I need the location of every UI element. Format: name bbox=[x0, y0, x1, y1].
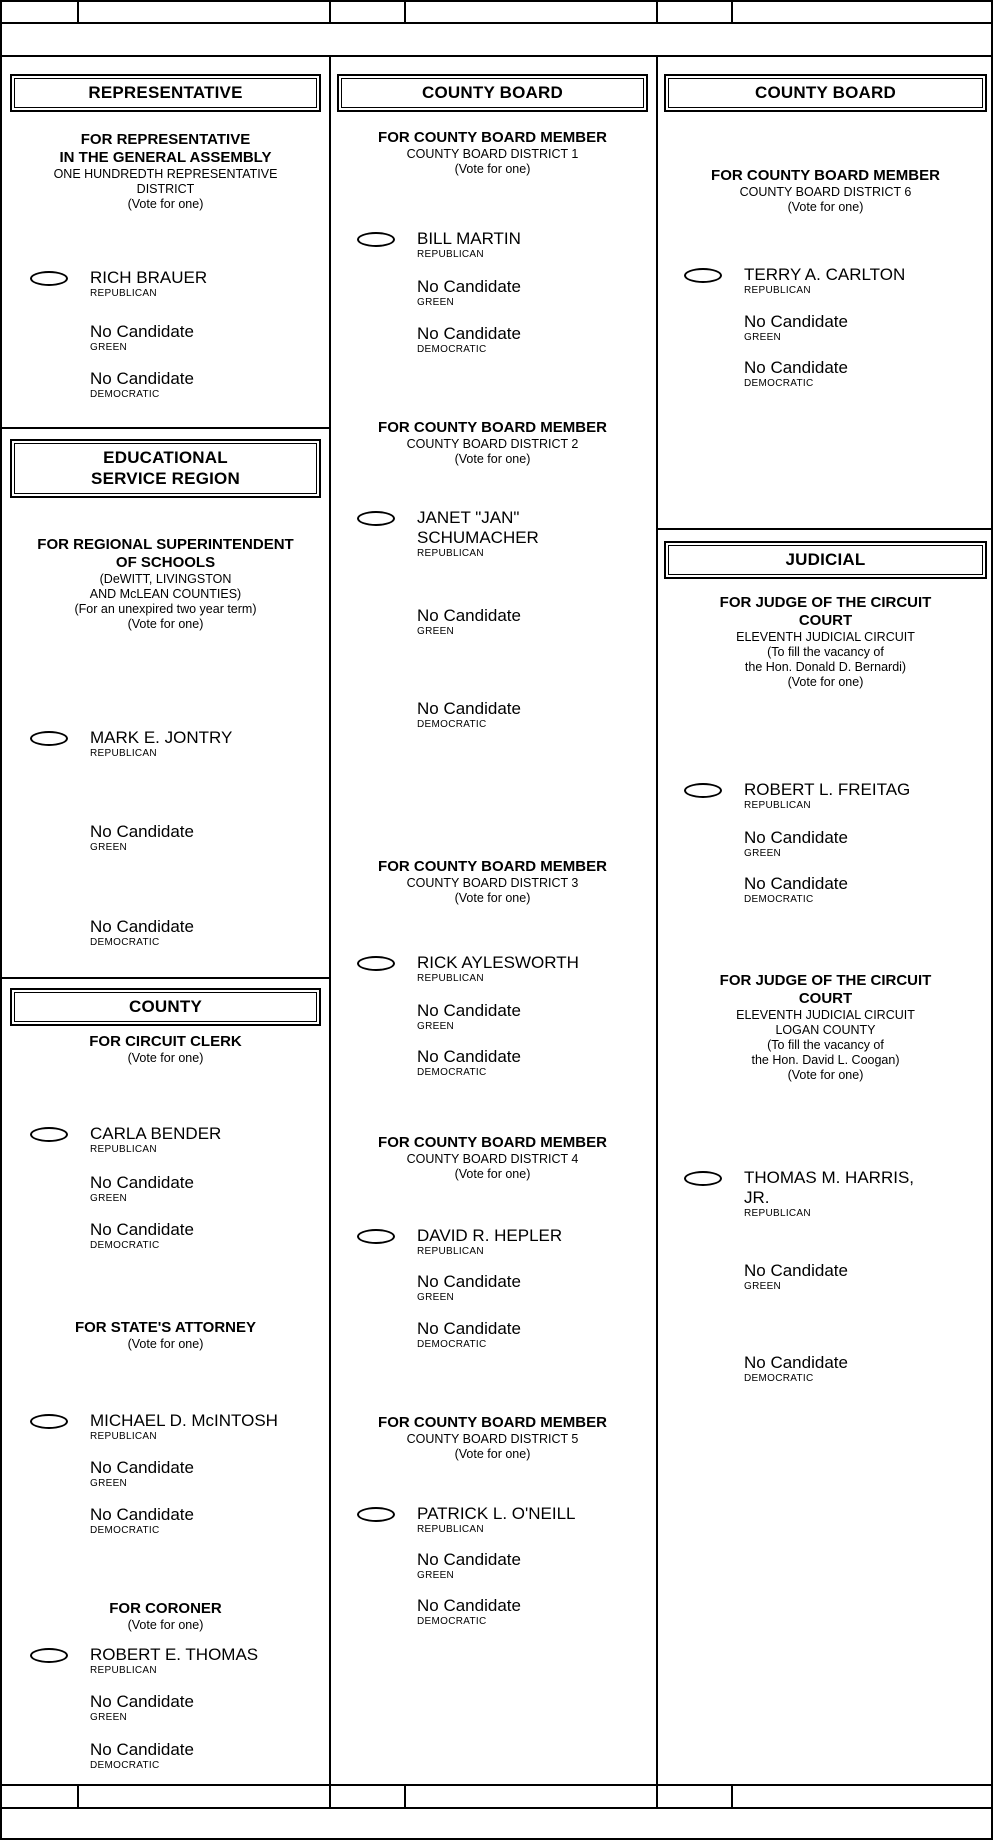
candidate-name: THOMAS M. HARRIS, bbox=[744, 1168, 915, 1187]
candidate-party: REPUBLICAN bbox=[417, 973, 484, 984]
section-header-box bbox=[668, 78, 983, 108]
candidate-name: No Candidate bbox=[744, 828, 848, 847]
contest-title: OF SCHOOLS bbox=[115, 554, 216, 571]
timing-tick bbox=[329, 1786, 331, 1807]
candidate-party: REPUBLICAN bbox=[90, 748, 157, 759]
candidate-row bbox=[660, 828, 991, 860]
candidate-party: GREEN bbox=[417, 626, 455, 637]
candidate-row bbox=[6, 917, 325, 949]
candidate-row bbox=[6, 369, 325, 401]
contest-subtitle: (DeWITT, LIVINGSTON bbox=[99, 572, 232, 586]
candidate-party: DEMOCRATIC bbox=[417, 344, 487, 355]
vote-instruction: (Vote for one) bbox=[127, 1618, 204, 1632]
candidate-row bbox=[6, 1411, 325, 1443]
section-divider-line bbox=[2, 427, 329, 429]
vote-oval[interactable] bbox=[684, 268, 722, 283]
section-header bbox=[10, 74, 321, 112]
contest-title: FOR COUNTY BOARD MEMBER bbox=[378, 129, 607, 146]
candidate-name: No Candidate bbox=[90, 322, 194, 341]
vote-instruction: (Vote for one) bbox=[787, 200, 864, 214]
candidate-row bbox=[6, 822, 325, 854]
candidate-name: No Candidate bbox=[90, 1173, 194, 1192]
section-divider-line bbox=[2, 977, 329, 979]
section-header-title: COUNTY BOARD bbox=[422, 83, 563, 102]
section-header bbox=[664, 74, 987, 112]
section-header-title: REPRESENTATIVE bbox=[88, 83, 243, 102]
candidate-row bbox=[6, 1740, 325, 1772]
candidate-row bbox=[660, 1168, 991, 1220]
candidate-row bbox=[333, 1504, 652, 1536]
vote-instruction: (Vote for one) bbox=[454, 452, 531, 466]
contest-subtitle: ELEVENTH JUDICIAL CIRCUIT bbox=[736, 1008, 915, 1022]
contest-title: FOR COUNTY BOARD MEMBER bbox=[378, 419, 607, 436]
candidate-row bbox=[333, 1272, 652, 1304]
candidate-name: No Candidate bbox=[417, 1001, 521, 1020]
candidate-row bbox=[333, 1001, 652, 1033]
candidate-row bbox=[6, 1458, 325, 1490]
candidate-row bbox=[333, 953, 652, 985]
contest bbox=[333, 1414, 652, 1628]
candidate-name: No Candidate bbox=[744, 1261, 848, 1280]
candidate-list bbox=[333, 953, 652, 1079]
section-header bbox=[10, 988, 321, 1026]
candidate-name: No Candidate bbox=[417, 324, 521, 343]
candidate-name: No Candidate bbox=[744, 1353, 848, 1372]
contest-subtitle: COUNTY BOARD DISTRICT 1 bbox=[406, 147, 579, 161]
section-header bbox=[664, 541, 987, 579]
contest-title: FOR CIRCUIT CLERK bbox=[89, 1033, 242, 1050]
candidate-name: PATRICK L. O'NEILL bbox=[417, 1504, 576, 1523]
contest-title: COURT bbox=[798, 612, 853, 629]
candidate-list bbox=[660, 1168, 991, 1385]
section-header-box bbox=[14, 78, 317, 108]
section-header-title: JUDICIAL bbox=[785, 550, 866, 569]
candidate-party: REPUBLICAN bbox=[90, 1665, 157, 1676]
timing-tick bbox=[77, 1786, 79, 1807]
candidate-list bbox=[660, 780, 991, 906]
contest bbox=[6, 131, 325, 401]
candidate-row bbox=[333, 1596, 652, 1628]
candidate-name: RICK AYLESWORTH bbox=[417, 953, 579, 972]
candidate-name: No Candidate bbox=[744, 874, 848, 893]
candidate-name: No Candidate bbox=[90, 1220, 194, 1239]
timing-tick bbox=[731, 2, 733, 22]
candidate-name: JANET "JAN" bbox=[417, 508, 520, 527]
candidate-name: MICHAEL D. McINTOSH bbox=[90, 1411, 278, 1430]
vote-instruction: (Vote for one) bbox=[127, 617, 204, 631]
candidate-party: DEMOCRATIC bbox=[90, 937, 160, 948]
candidate-row bbox=[6, 268, 325, 300]
contest-title: FOR REPRESENTATIVE bbox=[80, 131, 251, 148]
candidate-row bbox=[333, 1226, 652, 1258]
candidate-party: REPUBLICAN bbox=[417, 548, 484, 559]
candidate-name: No Candidate bbox=[417, 606, 521, 625]
vote-instruction: (Vote for one) bbox=[454, 1447, 531, 1461]
candidate-party: DEMOCRATIC bbox=[90, 1240, 160, 1251]
vote-oval[interactable] bbox=[357, 232, 395, 247]
candidate-name: ROBERT L. FREITAG bbox=[744, 780, 911, 799]
candidate-party: REPUBLICAN bbox=[744, 1208, 811, 1219]
contest bbox=[660, 594, 991, 906]
candidate-name: No Candidate bbox=[90, 917, 194, 936]
contest-subtitle: LOGAN COUNTY bbox=[775, 1023, 876, 1037]
candidate-party: DEMOCRATIC bbox=[417, 1339, 487, 1350]
candidate-list bbox=[333, 229, 652, 356]
candidate-list bbox=[6, 268, 325, 401]
vote-oval[interactable] bbox=[30, 1648, 68, 1663]
vote-instruction: (Vote for one) bbox=[127, 1337, 204, 1351]
candidate-name: TERRY A. CARLTON bbox=[744, 265, 906, 284]
ballot-column bbox=[329, 57, 656, 1784]
timing-tick bbox=[404, 2, 406, 22]
contest-subtitle: the Hon. David L. Coogan) bbox=[751, 1053, 900, 1067]
candidate-row bbox=[6, 1505, 325, 1537]
timing-band-top bbox=[2, 2, 991, 24]
vote-instruction: (Vote for one) bbox=[787, 675, 864, 689]
candidate-list bbox=[6, 1124, 325, 1252]
timing-tick bbox=[77, 2, 79, 22]
section-header-box bbox=[341, 78, 644, 108]
timing-tick bbox=[404, 1786, 406, 1807]
candidate-party: REPUBLICAN bbox=[744, 800, 811, 811]
contest-subtitle: DISTRICT bbox=[136, 182, 195, 196]
candidate-name: No Candidate bbox=[417, 1047, 521, 1066]
contest-subtitle: COUNTY BOARD DISTRICT 6 bbox=[739, 185, 912, 199]
candidate-list bbox=[6, 728, 325, 949]
contest bbox=[6, 1033, 325, 1252]
candidate-name: ROBERT E. THOMAS bbox=[90, 1645, 259, 1664]
candidate-name: No Candidate bbox=[744, 312, 848, 331]
section-header-title: COUNTY bbox=[129, 997, 202, 1016]
contest-subtitle: AND McLEAN COUNTIES) bbox=[89, 587, 242, 601]
candidate-party: DEMOCRATIC bbox=[744, 378, 814, 389]
vote-instruction: (Vote for one) bbox=[454, 1167, 531, 1181]
candidate-row bbox=[660, 312, 991, 344]
candidate-party: DEMOCRATIC bbox=[417, 719, 487, 730]
candidate-name: DAVID R. HEPLER bbox=[417, 1226, 563, 1245]
candidate-row bbox=[333, 1550, 652, 1582]
section-header-title: EDUCATIONAL bbox=[103, 448, 228, 467]
candidate-row bbox=[6, 1220, 325, 1252]
candidate-party: DEMOCRATIC bbox=[90, 1525, 160, 1536]
vote-oval[interactable] bbox=[30, 1414, 68, 1429]
candidate-party: GREEN bbox=[417, 1570, 455, 1581]
contest-title: FOR COUNTY BOARD MEMBER bbox=[378, 1134, 607, 1151]
candidate-name: CARLA BENDER bbox=[90, 1124, 222, 1143]
contest-title: FOR COUNTY BOARD MEMBER bbox=[711, 167, 940, 184]
vote-oval[interactable] bbox=[684, 783, 722, 798]
candidate-party: DEMOCRATIC bbox=[90, 1760, 160, 1771]
vote-instruction: (Vote for one) bbox=[787, 1068, 864, 1082]
candidate-list bbox=[660, 265, 991, 390]
vote-oval[interactable] bbox=[30, 1127, 68, 1142]
candidate-row bbox=[6, 1124, 325, 1156]
contest-subtitle: COUNTY BOARD DISTRICT 2 bbox=[406, 437, 579, 451]
candidate-row bbox=[333, 1319, 652, 1351]
vote-instruction: (Vote for one) bbox=[454, 891, 531, 905]
candidate-party: GREEN bbox=[744, 1281, 782, 1292]
candidate-row bbox=[6, 728, 325, 760]
vote-instruction: (Vote for one) bbox=[127, 1051, 204, 1065]
timing-band-bottom bbox=[2, 1784, 991, 1809]
candidate-name: RICH BRAUER bbox=[90, 268, 208, 287]
candidate-party: DEMOCRATIC bbox=[90, 389, 160, 400]
contest bbox=[6, 536, 325, 949]
contest-subtitle: COUNTY BOARD DISTRICT 4 bbox=[406, 1152, 579, 1166]
candidate-row bbox=[660, 265, 991, 297]
contest-subtitle: (To fill the vacancy of bbox=[767, 1038, 884, 1052]
candidate-list bbox=[333, 1226, 652, 1351]
candidate-name: No Candidate bbox=[90, 1458, 194, 1477]
header-band bbox=[2, 24, 991, 57]
candidate-row bbox=[660, 780, 991, 812]
candidate-party: GREEN bbox=[90, 1712, 128, 1723]
candidate-row bbox=[333, 1047, 652, 1079]
candidate-row bbox=[660, 1353, 991, 1385]
candidate-name: SCHUMACHER bbox=[417, 528, 539, 547]
candidate-row bbox=[6, 1645, 325, 1677]
candidate-row bbox=[333, 508, 652, 560]
section-header-box bbox=[14, 443, 317, 494]
contest-subtitle: ONE HUNDREDTH REPRESENTATIVE bbox=[53, 167, 278, 181]
contest bbox=[333, 1134, 652, 1351]
candidate-party: REPUBLICAN bbox=[417, 1246, 484, 1257]
candidate-party: DEMOCRATIC bbox=[417, 1067, 487, 1078]
candidate-party: DEMOCRATIC bbox=[744, 894, 814, 905]
contest-subtitle: the Hon. Donald D. Bernardi) bbox=[744, 660, 907, 674]
candidate-party: DEMOCRATIC bbox=[744, 1373, 814, 1384]
candidate-party: GREEN bbox=[744, 848, 782, 859]
contest bbox=[333, 129, 652, 356]
candidate-row bbox=[6, 322, 325, 354]
footer-band bbox=[2, 1809, 991, 1840]
candidate-row bbox=[660, 874, 991, 906]
candidate-row bbox=[6, 1692, 325, 1724]
contest-subtitle: (To fill the vacancy of bbox=[767, 645, 884, 659]
candidate-party: GREEN bbox=[417, 1021, 455, 1032]
vote-oval[interactable] bbox=[30, 731, 68, 746]
candidate-row bbox=[333, 324, 652, 356]
contest-subtitle: COUNTY BOARD DISTRICT 5 bbox=[406, 1432, 579, 1446]
candidate-list bbox=[333, 508, 652, 731]
candidate-party: REPUBLICAN bbox=[417, 249, 484, 260]
candidate-row bbox=[660, 358, 991, 390]
candidate-list bbox=[6, 1645, 325, 1772]
candidate-party: REPUBLICAN bbox=[90, 1144, 157, 1155]
vote-oval[interactable] bbox=[357, 1229, 395, 1244]
contest-title: FOR STATE'S ATTORNEY bbox=[74, 1319, 257, 1336]
candidate-row bbox=[6, 1173, 325, 1205]
timing-tick bbox=[656, 1786, 658, 1807]
contest bbox=[660, 972, 991, 1385]
vote-oval[interactable] bbox=[684, 1171, 722, 1186]
vote-instruction: (Vote for one) bbox=[454, 162, 531, 176]
ballot-column bbox=[656, 57, 993, 1784]
timing-tick bbox=[656, 2, 658, 22]
timing-tick bbox=[731, 1786, 733, 1807]
candidate-name: No Candidate bbox=[417, 1272, 521, 1291]
candidate-list bbox=[333, 1504, 652, 1628]
candidate-party: GREEN bbox=[417, 297, 455, 308]
candidate-name: MARK E. JONTRY bbox=[90, 728, 233, 747]
section-header-box bbox=[14, 992, 317, 1022]
candidate-row bbox=[333, 606, 652, 638]
candidate-name: No Candidate bbox=[90, 1505, 194, 1524]
contest bbox=[6, 1319, 325, 1537]
vote-oval[interactable] bbox=[357, 511, 395, 526]
candidate-name: No Candidate bbox=[417, 1550, 521, 1569]
candidate-name: No Candidate bbox=[417, 277, 521, 296]
ballot-column bbox=[2, 57, 329, 1784]
candidate-party: REPUBLICAN bbox=[744, 285, 811, 296]
contest-title: FOR CORONER bbox=[109, 1600, 222, 1617]
contest-title: IN THE GENERAL ASSEMBLY bbox=[59, 149, 272, 166]
contest-title: COURT bbox=[798, 990, 853, 1007]
candidate-name: No Candidate bbox=[90, 1692, 194, 1711]
candidate-party: REPUBLICAN bbox=[90, 288, 157, 299]
candidate-name: No Candidate bbox=[417, 1596, 521, 1615]
vote-instruction: (Vote for one) bbox=[127, 197, 204, 211]
candidate-list bbox=[6, 1411, 325, 1537]
candidate-party: GREEN bbox=[417, 1292, 455, 1303]
timing-tick bbox=[329, 2, 331, 22]
candidate-name: No Candidate bbox=[417, 699, 521, 718]
candidate-row bbox=[333, 229, 652, 261]
candidate-party: GREEN bbox=[90, 842, 128, 853]
vote-oval[interactable] bbox=[357, 956, 395, 971]
contest bbox=[6, 1600, 325, 1772]
candidate-name: JR. bbox=[744, 1188, 770, 1207]
vote-oval[interactable] bbox=[357, 1507, 395, 1522]
candidate-row bbox=[660, 1261, 991, 1293]
contest-subtitle: COUNTY BOARD DISTRICT 3 bbox=[406, 876, 579, 890]
section-divider-line bbox=[656, 528, 993, 530]
contest-title: FOR COUNTY BOARD MEMBER bbox=[378, 1414, 607, 1431]
contest bbox=[333, 858, 652, 1079]
candidate-name: BILL MARTIN bbox=[417, 229, 521, 248]
contest-subtitle: ELEVENTH JUDICIAL CIRCUIT bbox=[736, 630, 915, 644]
section-header bbox=[337, 74, 648, 112]
contest-title: FOR REGIONAL SUPERINTENDENT bbox=[37, 536, 294, 553]
contest-title: FOR JUDGE OF THE CIRCUIT bbox=[719, 972, 932, 989]
candidate-party: GREEN bbox=[90, 342, 128, 353]
candidate-party: GREEN bbox=[90, 1193, 128, 1204]
candidate-name: No Candidate bbox=[90, 1740, 194, 1759]
contest bbox=[660, 167, 991, 390]
vote-oval[interactable] bbox=[30, 271, 68, 286]
candidate-party: GREEN bbox=[744, 332, 782, 343]
candidate-party: REPUBLICAN bbox=[90, 1431, 157, 1442]
candidate-name: No Candidate bbox=[744, 358, 848, 377]
candidate-party: REPUBLICAN bbox=[417, 1524, 484, 1535]
candidate-party: DEMOCRATIC bbox=[417, 1616, 487, 1627]
contest-title: FOR JUDGE OF THE CIRCUIT bbox=[719, 594, 932, 611]
section-header bbox=[10, 439, 321, 498]
contest-title: FOR COUNTY BOARD MEMBER bbox=[378, 858, 607, 875]
candidate-row bbox=[333, 699, 652, 731]
section-header-title: SERVICE REGION bbox=[91, 469, 240, 488]
section-header-box bbox=[668, 545, 983, 575]
contest bbox=[333, 419, 652, 731]
contest-subtitle: (For an unexpired two year term) bbox=[74, 602, 257, 616]
candidate-party: GREEN bbox=[90, 1478, 128, 1489]
candidate-name: No Candidate bbox=[90, 822, 194, 841]
candidate-row bbox=[333, 277, 652, 309]
candidate-name: No Candidate bbox=[90, 369, 194, 388]
candidate-name: No Candidate bbox=[417, 1319, 521, 1338]
section-header-title: COUNTY BOARD bbox=[755, 83, 896, 102]
